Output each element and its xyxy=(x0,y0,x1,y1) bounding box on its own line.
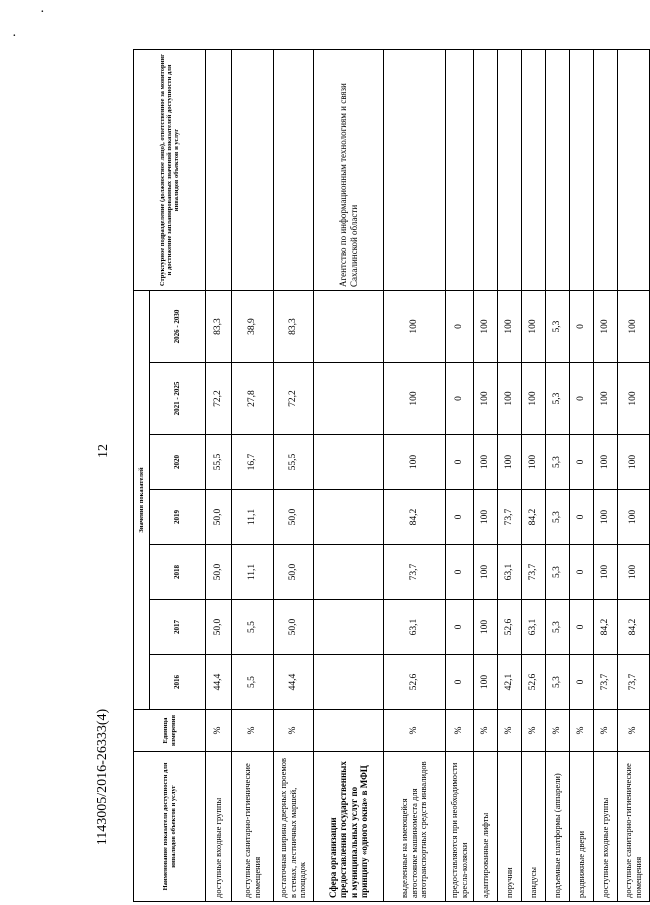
row-value-cell: 50,0 xyxy=(206,490,232,545)
row-unit: % xyxy=(570,710,594,752)
row-indicator-name: раздвижные двери xyxy=(570,752,594,902)
row-indicator-name: подъемные платформы (аппарели) xyxy=(546,752,570,902)
header-unit: Единица измерения xyxy=(134,710,206,752)
row-responsible xyxy=(594,50,618,291)
row-value-cell: 100 xyxy=(594,363,618,435)
table-row xyxy=(446,50,474,902)
row-value-cell: 0 xyxy=(446,291,474,363)
row-indicator-name: предоставляются при необходимости кресла-коляски xyxy=(446,752,474,902)
row-value-cell: 84,2 xyxy=(618,600,650,655)
row-value-cell: 100 xyxy=(474,600,498,655)
row-value-cell xyxy=(314,655,384,710)
row-value-cell: 50,0 xyxy=(274,545,314,600)
row-responsible xyxy=(618,50,650,291)
table-row xyxy=(522,50,546,902)
row-unit: % xyxy=(206,710,232,752)
row-value-cell: 100 xyxy=(498,363,522,435)
header-values-group: Значения показателей xyxy=(134,291,150,710)
row-indicator-name: Сфера организации предоставления государственных и муниципальных услуг по принципу «одного окна» в МФЦ xyxy=(314,752,384,902)
row-value-cell: 52,6 xyxy=(522,655,546,710)
row-value-cell: 55,5 xyxy=(206,435,232,490)
row-value-cell: 50,0 xyxy=(206,600,232,655)
row-unit: % xyxy=(446,710,474,752)
table-row xyxy=(594,50,618,902)
table-row xyxy=(498,50,522,902)
row-value-cell: 83,3 xyxy=(206,291,232,363)
document-id: 1143005/2016-26333(4) xyxy=(95,708,110,846)
row-value-cell xyxy=(314,545,384,600)
row-value-cell: 50,0 xyxy=(274,600,314,655)
row-value-cell: 100 xyxy=(474,655,498,710)
row-value-cell: 100 xyxy=(384,291,446,363)
row-value-cell: 100 xyxy=(522,291,546,363)
accessibility-indicators-table-frame xyxy=(133,50,643,902)
row-indicator-name: доступные входные группы xyxy=(594,752,618,902)
row-value-cell: 44,4 xyxy=(274,655,314,710)
row-value-cell: 73,7 xyxy=(498,490,522,545)
row-value-cell: 100 xyxy=(618,490,650,545)
row-value-cell: 63,1 xyxy=(498,545,522,600)
row-value-cell: 0 xyxy=(570,490,594,545)
row-value-cell: 100 xyxy=(618,291,650,363)
row-value-cell: 100 xyxy=(618,435,650,490)
row-unit: % xyxy=(546,710,570,752)
header-year: 2018 xyxy=(150,545,206,600)
row-value-cell: 27,8 xyxy=(232,363,274,435)
row-unit xyxy=(314,710,384,752)
row-value-cell: 42,1 xyxy=(498,655,522,710)
row-value-cell: 5,5 xyxy=(232,600,274,655)
row-value-cell: 0 xyxy=(446,545,474,600)
row-value-cell: 100 xyxy=(594,291,618,363)
row-value-cell: 5,3 xyxy=(546,363,570,435)
row-value-cell: 100 xyxy=(498,435,522,490)
table-row xyxy=(570,50,594,902)
row-value-cell xyxy=(314,600,384,655)
row-value-cell: 84,2 xyxy=(594,600,618,655)
row-value-cell: 100 xyxy=(522,435,546,490)
row-unit: % xyxy=(474,710,498,752)
row-responsible xyxy=(384,50,446,291)
row-value-cell: 100 xyxy=(594,490,618,545)
row-value-cell: 100 xyxy=(522,363,546,435)
row-value-cell: 100 xyxy=(618,363,650,435)
scan-speck: · xyxy=(40,5,45,20)
row-indicator-name: доступные санитарно-гигиенические помещения xyxy=(618,752,650,902)
row-value-cell: 5,3 xyxy=(546,435,570,490)
row-indicator-name: доступные входные группы xyxy=(206,752,232,902)
table-row xyxy=(474,50,498,902)
row-value-cell: 50,0 xyxy=(206,545,232,600)
row-value-cell: 100 xyxy=(498,291,522,363)
row-value-cell: 16,7 xyxy=(232,435,274,490)
row-value-cell: 100 xyxy=(474,435,498,490)
row-indicator-name: достаточная ширина дверных проемов в стенах, лестничных маршей, площадок xyxy=(274,752,314,902)
row-value-cell: 5,3 xyxy=(546,545,570,600)
header-year: 2020 xyxy=(150,435,206,490)
row-value-cell: 55,5 xyxy=(274,435,314,490)
row-value-cell: 52,6 xyxy=(384,655,446,710)
row-value-cell: 5,3 xyxy=(546,291,570,363)
row-value-cell: 5,3 xyxy=(546,655,570,710)
row-responsible xyxy=(522,50,546,291)
row-value-cell: 0 xyxy=(570,545,594,600)
row-responsible xyxy=(446,50,474,291)
accessibility-indicators-table-rotated xyxy=(133,50,643,902)
row-value-cell: 0 xyxy=(446,490,474,545)
table-row xyxy=(384,50,446,902)
row-value-cell: 11,1 xyxy=(232,490,274,545)
row-value-cell: 0 xyxy=(570,435,594,490)
table-row xyxy=(206,50,232,902)
row-value-cell: 72,2 xyxy=(206,363,232,435)
row-value-cell: 73,7 xyxy=(384,545,446,600)
row-value-cell: 50,0 xyxy=(274,490,314,545)
row-value-cell: 5,5 xyxy=(232,655,274,710)
table-row xyxy=(274,50,314,902)
row-value-cell: 0 xyxy=(570,655,594,710)
row-value-cell: 38,9 xyxy=(232,291,274,363)
row-value-cell: 100 xyxy=(474,490,498,545)
row-responsible xyxy=(498,50,522,291)
row-indicator-name: доступные санитарно-гигиенические помещения xyxy=(232,752,274,902)
row-responsible xyxy=(232,50,274,291)
row-value-cell: 100 xyxy=(474,363,498,435)
header-year: 2019 xyxy=(150,490,206,545)
row-value-cell: 5,3 xyxy=(546,490,570,545)
row-value-cell: 84,2 xyxy=(522,490,546,545)
row-indicator-name: поручни xyxy=(498,752,522,902)
header-name: Наименование показателя доступности для инвалидов объектов и услуг xyxy=(134,752,206,902)
page-number: 12 xyxy=(96,444,111,458)
row-unit: % xyxy=(274,710,314,752)
table-body xyxy=(206,50,650,902)
scan-speck: · xyxy=(12,29,17,44)
header-year: 2016 xyxy=(150,655,206,710)
row-value-cell: 63,1 xyxy=(384,600,446,655)
row-value-cell xyxy=(314,490,384,545)
row-unit: % xyxy=(384,710,446,752)
table-row xyxy=(618,50,650,902)
row-responsible xyxy=(206,50,232,291)
row-value-cell: 100 xyxy=(594,545,618,600)
row-unit: % xyxy=(522,710,546,752)
row-value-cell: 0 xyxy=(446,655,474,710)
row-value-cell: 73,7 xyxy=(522,545,546,600)
row-unit: % xyxy=(498,710,522,752)
row-value-cell: 0 xyxy=(446,363,474,435)
table-row xyxy=(232,50,274,902)
row-value-cell: 52,6 xyxy=(498,600,522,655)
row-value-cell: 73,7 xyxy=(594,655,618,710)
header-year: 2021 - 2025 xyxy=(150,363,206,435)
row-unit: % xyxy=(594,710,618,752)
row-value-cell: 100 xyxy=(474,291,498,363)
row-unit: % xyxy=(618,710,650,752)
row-value-cell xyxy=(314,291,384,363)
header-year: 2026 - 2030 xyxy=(150,291,206,363)
row-value-cell: 100 xyxy=(618,545,650,600)
row-value-cell xyxy=(314,363,384,435)
row-responsible xyxy=(474,50,498,291)
table-row xyxy=(314,50,384,902)
row-value-cell xyxy=(314,435,384,490)
row-value-cell: 84,2 xyxy=(384,490,446,545)
row-value-cell: 0 xyxy=(570,600,594,655)
row-value-cell: 73,7 xyxy=(618,655,650,710)
header-year: 2017 xyxy=(150,600,206,655)
row-indicator-name: адаптированные лифты xyxy=(474,752,498,902)
row-value-cell: 100 xyxy=(474,545,498,600)
row-indicator-name: выделенные на имеющейся автостоянке машиноместа для автотранспортных средств инвалидов xyxy=(384,752,446,902)
table-row xyxy=(546,50,570,902)
row-value-cell: 100 xyxy=(594,435,618,490)
row-value-cell: 0 xyxy=(570,363,594,435)
row-value-cell: 83,3 xyxy=(274,291,314,363)
row-value-cell: 5,3 xyxy=(546,600,570,655)
row-value-cell: 100 xyxy=(384,363,446,435)
header-responsible: Структурное подразделение (должностное лицо), ответственное за мониторинг и достижение запланированных значений показателей доступности для инвалидов объектов и услуг xyxy=(134,50,206,291)
row-value-cell: 44,4 xyxy=(206,655,232,710)
row-value-cell: 0 xyxy=(446,435,474,490)
row-value-cell: 0 xyxy=(570,291,594,363)
row-responsible: Агентство по информационным технологиям и связи Сахалинской области xyxy=(314,50,384,291)
row-unit: % xyxy=(232,710,274,752)
row-value-cell: 72,2 xyxy=(274,363,314,435)
row-value-cell: 0 xyxy=(446,600,474,655)
row-value-cell: 100 xyxy=(384,435,446,490)
row-indicator-name: пандусы xyxy=(522,752,546,902)
row-responsible xyxy=(546,50,570,291)
row-value-cell: 11,1 xyxy=(232,545,274,600)
row-responsible xyxy=(570,50,594,291)
accessibility-indicators-table xyxy=(133,49,650,902)
row-responsible xyxy=(274,50,314,291)
row-value-cell: 63,1 xyxy=(522,600,546,655)
